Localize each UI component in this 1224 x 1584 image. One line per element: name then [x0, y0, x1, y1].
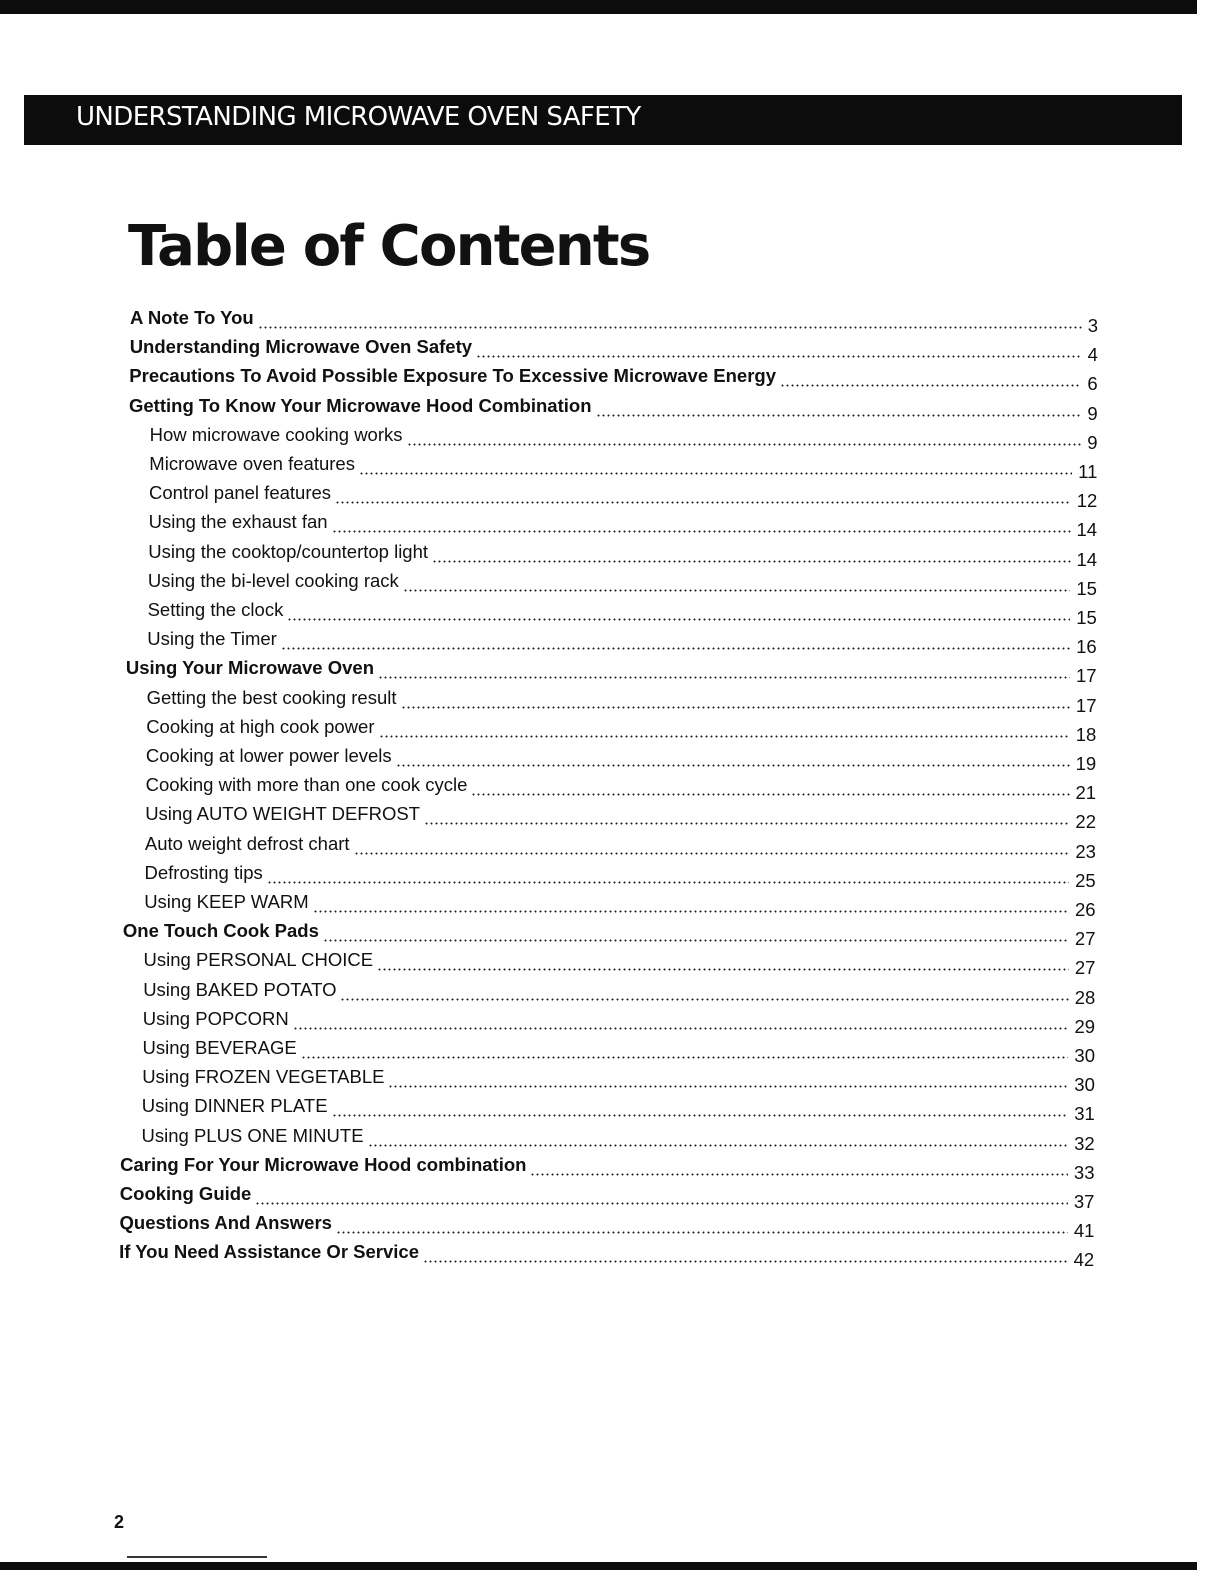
- toc-entry-page: 29: [1074, 1015, 1096, 1037]
- toc-entry-page: 37: [1073, 1191, 1095, 1212]
- toc-entry[interactable]: [143, 1007, 1095, 1036]
- toc-entry-title: Microwave oven features: [149, 453, 355, 474]
- toc-dot-leader: [471, 793, 1069, 796]
- toc-entry-title: Questions And Answers: [119, 1212, 332, 1234]
- toc-entry-title: Using BEVERAGE: [142, 1037, 297, 1058]
- toc-dot-leader: [396, 764, 1070, 767]
- toc-entry-title: How microwave cooking works: [149, 423, 403, 445]
- toc-dot-leader: [354, 852, 1070, 855]
- toc-dot-leader: [423, 1260, 1068, 1263]
- toc-entry[interactable]: [147, 686, 1097, 715]
- toc-entry-title: Precautions To Avoid Possible Exposure To Excessive Microwave Energy: [129, 365, 776, 387]
- toc-entry-title: Getting the best cooking result: [146, 686, 397, 708]
- toc-entry[interactable]: [150, 423, 1098, 452]
- toc-entry-page: 41: [1073, 1220, 1095, 1242]
- toc-entry-page: 17: [1075, 694, 1097, 716]
- toc-entry-page: 3: [1087, 315, 1098, 336]
- toc-entry-page: 30: [1074, 1074, 1095, 1096]
- toc-entry[interactable]: [130, 335, 1098, 364]
- toc-entry[interactable]: [149, 510, 1098, 539]
- toc-dot-leader: [359, 472, 1072, 475]
- toc-entry-title: Using KEEP WARM: [144, 891, 309, 912]
- toc-entry-title: Using AUTO WEIGHT DEFROST: [145, 803, 420, 825]
- toc-entry-title: Cooking with more than one cook cycle: [145, 774, 468, 796]
- toc-entry-page: 26: [1075, 899, 1096, 920]
- toc-dot-leader: [379, 735, 1070, 738]
- toc-entry-page: 9: [1087, 402, 1098, 424]
- toc-entry-title: Using DINNER PLATE: [141, 1095, 328, 1117]
- toc-entry-page: 22: [1075, 811, 1096, 833]
- toc-entry[interactable]: [119, 1240, 1094, 1269]
- toc-dot-leader: [340, 998, 1068, 1001]
- toc-entry-title: Control panel features: [149, 482, 332, 504]
- toc-entry-title: Using POPCORN: [142, 1007, 289, 1029]
- toc-entry[interactable]: [142, 1094, 1095, 1123]
- toc-dot-leader: [301, 1056, 1069, 1059]
- toc-entry[interactable]: [120, 1211, 1095, 1240]
- toc-entry-page: 6: [1087, 373, 1098, 395]
- toc-entry-title: Setting the clock: [147, 599, 284, 620]
- toc-entry-page: 14: [1076, 519, 1098, 541]
- toc-entry-page: 28: [1074, 986, 1096, 1008]
- toc-entry-title: Understanding Microwave Oven Safety: [129, 336, 473, 358]
- toc-entry-page: 17: [1076, 665, 1097, 687]
- toc-dot-leader: [388, 1085, 1068, 1088]
- toc-entry[interactable]: [146, 715, 1096, 744]
- toc-entry[interactable]: [142, 1124, 1095, 1153]
- toc-dot-leader: [258, 326, 1082, 329]
- toc-dot-leader: [780, 384, 1081, 387]
- toc-entry-page: 21: [1075, 782, 1097, 804]
- toc-entry-title: Auto weight defrost chart: [144, 832, 350, 854]
- toc-entry[interactable]: [148, 569, 1097, 598]
- toc-dot-leader: [293, 1027, 1069, 1030]
- toc-entry[interactable]: [145, 832, 1096, 861]
- toc-entry-title: Using Your Microwave Oven: [125, 657, 374, 679]
- toc-entry[interactable]: [144, 890, 1095, 919]
- toc-entry[interactable]: [145, 802, 1096, 831]
- toc-entry[interactable]: [126, 656, 1097, 685]
- toc-dot-leader: [332, 1114, 1069, 1117]
- toc-dot-leader: [323, 939, 1069, 942]
- toc-entry-page: 19: [1075, 753, 1097, 774]
- toc-entry-title: Using the exhaust fan: [148, 511, 328, 533]
- toc-entry-title: Getting To Know Your Microwave Hood Combination: [129, 394, 592, 416]
- toc-entry-title: Using PERSONAL CHOICE: [143, 949, 374, 971]
- toc-entry[interactable]: [129, 394, 1098, 423]
- toc-entry-page: 23: [1075, 840, 1096, 862]
- toc-entry-title: Using the Timer: [147, 628, 277, 650]
- toc-entry-title: Using PLUS ONE MINUTE: [141, 1124, 364, 1146]
- toc-entry[interactable]: [142, 1065, 1095, 1094]
- toc-dot-leader: [287, 618, 1070, 621]
- toc-dot-leader: [407, 443, 1082, 446]
- toc-entry-title: Using the cooktop/countertop light: [148, 540, 429, 562]
- toc-entry[interactable]: [147, 627, 1096, 656]
- toc-entry[interactable]: [146, 773, 1097, 802]
- toc-dot-leader: [313, 910, 1069, 913]
- toc-dot-leader: [596, 414, 1082, 417]
- page-title: Table of Contents: [128, 214, 650, 279]
- page-number: 2: [114, 1512, 125, 1532]
- toc-dot-leader: [403, 589, 1071, 592]
- toc-entry-page: 30: [1074, 1045, 1095, 1066]
- toc-dot-leader: [424, 822, 1069, 825]
- toc-entry-title: Using the bi-level cooking rack: [147, 569, 399, 591]
- toc-entry-page: 16: [1076, 636, 1097, 658]
- toc-entry[interactable]: [148, 540, 1097, 569]
- toc-entry[interactable]: [143, 978, 1095, 1007]
- toc-entry-title: If You Need Assistance Or Service: [119, 1241, 419, 1263]
- toc-entry-page: 32: [1074, 1132, 1095, 1154]
- toc-entry[interactable]: [148, 598, 1097, 627]
- toc-entry[interactable]: [120, 1153, 1094, 1182]
- toc-entry-page: 9: [1087, 431, 1098, 453]
- toc-entry-page: 27: [1074, 928, 1096, 950]
- toc-entry-title: Using BAKED POTATO: [143, 978, 337, 1000]
- toc-dot-leader: [336, 1231, 1068, 1234]
- toc-entry[interactable]: [149, 481, 1097, 510]
- toc-dot-leader: [267, 881, 1069, 884]
- toc-entry[interactable]: [144, 948, 1096, 977]
- toc-entry-page: 27: [1074, 957, 1096, 979]
- toc-entry-page: 42: [1073, 1249, 1095, 1271]
- section-header-title: UNDERSTANDING MICROWAVE OVEN SAFETY: [76, 102, 641, 132]
- toc-entry-title: A Note To You: [130, 307, 254, 328]
- toc-dot-leader: [476, 355, 1082, 358]
- toc-entry[interactable]: [146, 744, 1096, 773]
- toc-dot-leader: [401, 706, 1070, 709]
- toc-entry-title: Cooking at lower power levels: [145, 745, 392, 766]
- toc-dot-leader: [332, 530, 1071, 533]
- toc-dot-leader: [335, 501, 1071, 504]
- toc-entry-page: 4: [1087, 344, 1098, 366]
- toc-entry[interactable]: [120, 1182, 1095, 1211]
- toc-entry-page: 25: [1075, 869, 1096, 891]
- toc-dot-leader: [530, 1173, 1067, 1176]
- toc-entry[interactable]: [149, 452, 1097, 481]
- toc-entry-page: 14: [1076, 548, 1098, 570]
- toc-entry-title: Cooking at high cook power: [146, 715, 375, 737]
- toc-entry-page: 18: [1075, 723, 1097, 745]
- footer-underline: [127, 1556, 267, 1558]
- toc-entry[interactable]: [129, 364, 1097, 393]
- toc-entry[interactable]: [123, 919, 1096, 948]
- toc-entry-title: One Touch Cook Pads: [122, 920, 319, 942]
- toc-entry-page: 15: [1076, 577, 1097, 599]
- toc-dot-leader: [368, 1144, 1069, 1147]
- toc-dot-leader: [255, 1202, 1067, 1205]
- toc-entry-page: 33: [1073, 1161, 1095, 1183]
- toc-entry[interactable]: [130, 306, 1098, 335]
- toc-entry-page: 15: [1076, 607, 1097, 628]
- toc-entry-page: 12: [1076, 490, 1098, 512]
- toc-entry-title: Cooking Guide: [119, 1183, 252, 1204]
- toc-entry[interactable]: [143, 1036, 1096, 1065]
- toc-entry-title: Caring For Your Microwave Hood combination: [120, 1153, 527, 1175]
- toc-entry-title: Defrosting tips: [144, 861, 263, 883]
- toc-dot-leader: [377, 968, 1069, 971]
- toc-entry[interactable]: [145, 861, 1096, 890]
- toc-entry-title: Using FROZEN VEGETABLE: [142, 1066, 385, 1088]
- toc-dot-leader: [432, 560, 1070, 563]
- toc-dot-leader: [281, 647, 1070, 650]
- toc-entry-page: 11: [1078, 461, 1098, 482]
- bottom-border: [0, 1562, 1197, 1570]
- toc-dot-leader: [378, 676, 1070, 679]
- toc-entry-page: 31: [1074, 1103, 1095, 1125]
